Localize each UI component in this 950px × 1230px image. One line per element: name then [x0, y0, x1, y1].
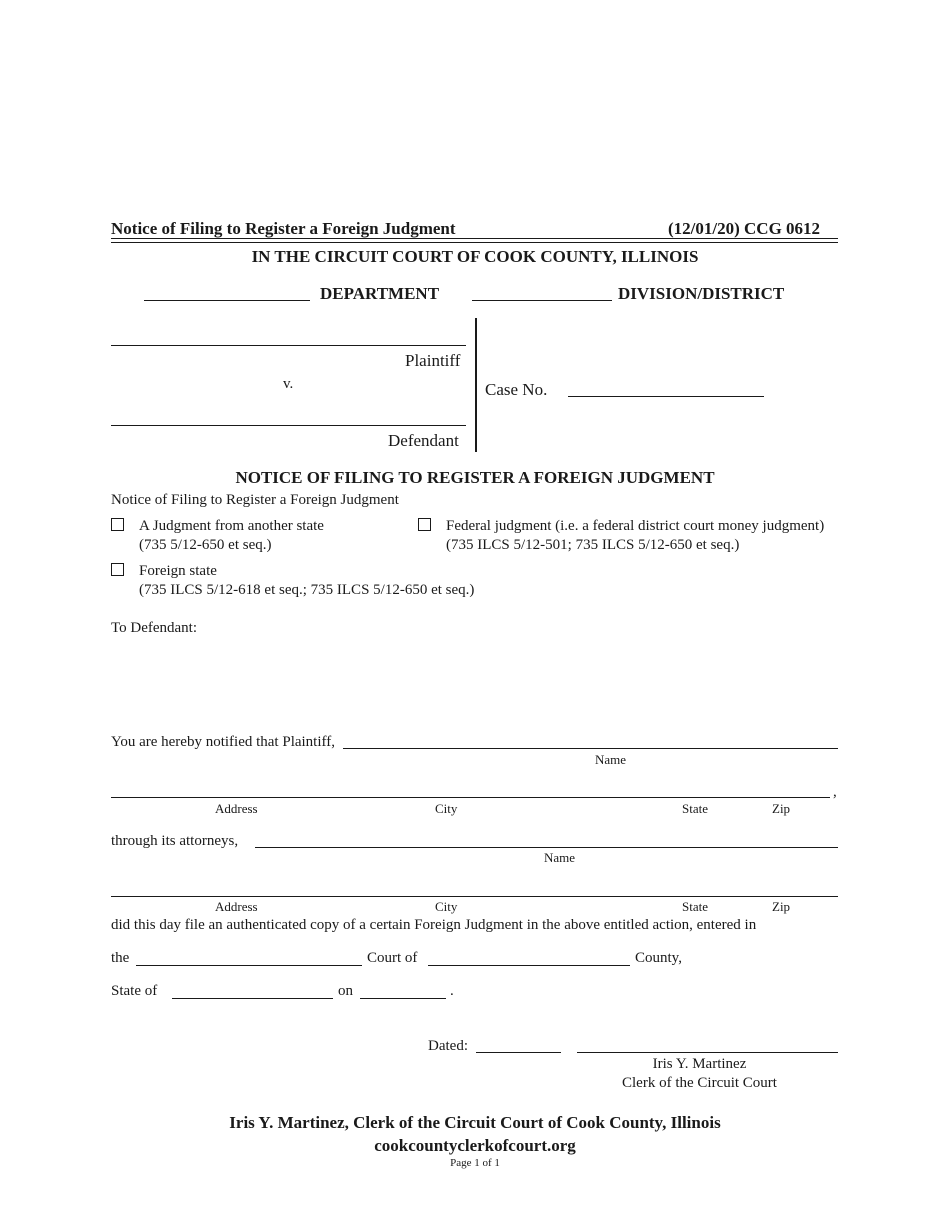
- defendant-name-field[interactable]: [111, 425, 466, 426]
- plaintiff-label: Plaintiff: [405, 351, 461, 370]
- court-name-entry[interactable]: [136, 965, 362, 966]
- state-name-entry[interactable]: [172, 998, 333, 999]
- case-no-label: Case No.: [485, 380, 548, 399]
- attorney-name-entry[interactable]: [255, 847, 838, 848]
- attorney-state-caption: State: [682, 899, 708, 914]
- on-label: on: [338, 983, 353, 999]
- footer-clerk-line: Iris Y. Martinez, Clerk of the Circuit Court of Cook County, Illinois: [229, 1113, 721, 1132]
- form-code: (12/01/20) CCG 0612: [668, 219, 821, 238]
- header-rule-top: [111, 238, 838, 239]
- dated-label: Dated:: [428, 1038, 468, 1054]
- caption-divider: [475, 318, 477, 452]
- option-federal-label: Federal judgment (i.e. a federal district court money judgment) (735 ILCS 5/12-501; 735 ILCS 5/12-650 et seq.): [446, 518, 825, 553]
- zip-caption: Zip: [772, 801, 791, 816]
- case-number-field[interactable]: [568, 396, 764, 397]
- address-comma: ,: [833, 784, 837, 800]
- option-another-state-checkbox[interactable]: [111, 518, 124, 531]
- notice-heading: NOTICE OF FILING TO REGISTER A FOREIGN JUDGMENT: [235, 468, 715, 487]
- to-defendant-label: To Defendant:: [111, 620, 198, 636]
- period: .: [450, 983, 454, 999]
- county-name-entry[interactable]: [428, 965, 630, 966]
- division-field[interactable]: [472, 300, 612, 301]
- judgment-date-entry[interactable]: [360, 998, 446, 999]
- option-another-state-label: A Judgment from another state (735 5/12-650 et seq.): [139, 518, 324, 553]
- state-caption: State: [682, 801, 708, 816]
- attorney-zip-caption: Zip: [772, 899, 791, 914]
- city-caption: City: [435, 801, 458, 816]
- clerk-signature-line[interactable]: [577, 1052, 838, 1053]
- page-info: Page 1 of 1: [450, 1157, 500, 1169]
- clerk-name: Iris Y. Martinez: [652, 1056, 747, 1072]
- address-caption: Address: [215, 801, 258, 816]
- department-field[interactable]: [144, 300, 310, 301]
- court-of-label: Court of: [367, 950, 418, 966]
- department-label: DEPARTMENT: [320, 284, 440, 303]
- plaintiff-address-entry[interactable]: [111, 797, 830, 798]
- the-label: the: [111, 950, 130, 966]
- notice-subheading: Notice of Filing to Register a Foreign Judgment: [111, 492, 399, 508]
- name-caption: Name: [595, 752, 627, 767]
- dated-entry[interactable]: [476, 1052, 561, 1053]
- court-name: IN THE CIRCUIT COURT OF COOK COUNTY, ILLINOIS: [251, 247, 699, 266]
- form-title: Notice of Filing to Register a Foreign Judgment: [111, 219, 456, 238]
- filed-statement: did this day file an authenticated copy of a certain Foreign Judgment in the above entitled action, entered in: [111, 917, 757, 933]
- attorney-address-caption: Address: [215, 899, 258, 914]
- footer-website[interactable]: cookcountyclerkofcourt.org: [374, 1136, 576, 1155]
- header-rule-bottom: [111, 242, 838, 243]
- clerk-title: Clerk of the Circuit Court: [622, 1075, 777, 1091]
- attorney-address-entry[interactable]: [111, 896, 838, 897]
- defendant-label: Defendant: [388, 431, 459, 450]
- plaintiff-notified-text: You are hereby notified that Plaintiff,: [111, 734, 335, 750]
- attorney-city-caption: City: [435, 899, 458, 914]
- option-foreign-state-label: Foreign state (735 ILCS 5/12-618 et seq.; 735 ILCS 5/12-650 et seq.): [139, 563, 475, 598]
- option-federal-checkbox[interactable]: [418, 518, 431, 531]
- option-foreign-state-checkbox[interactable]: [111, 563, 124, 576]
- plaintiff-name-field[interactable]: [111, 345, 466, 346]
- county-label: County,: [635, 950, 682, 966]
- plaintiff-name-entry[interactable]: [343, 748, 838, 749]
- attorney-name-caption: Name: [544, 850, 576, 865]
- state-of-label: State of: [111, 983, 158, 999]
- versus-label: v.: [283, 376, 294, 392]
- division-label: DIVISION/DISTRICT: [618, 284, 785, 303]
- through-attorneys-text: through its attorneys,: [111, 833, 239, 849]
